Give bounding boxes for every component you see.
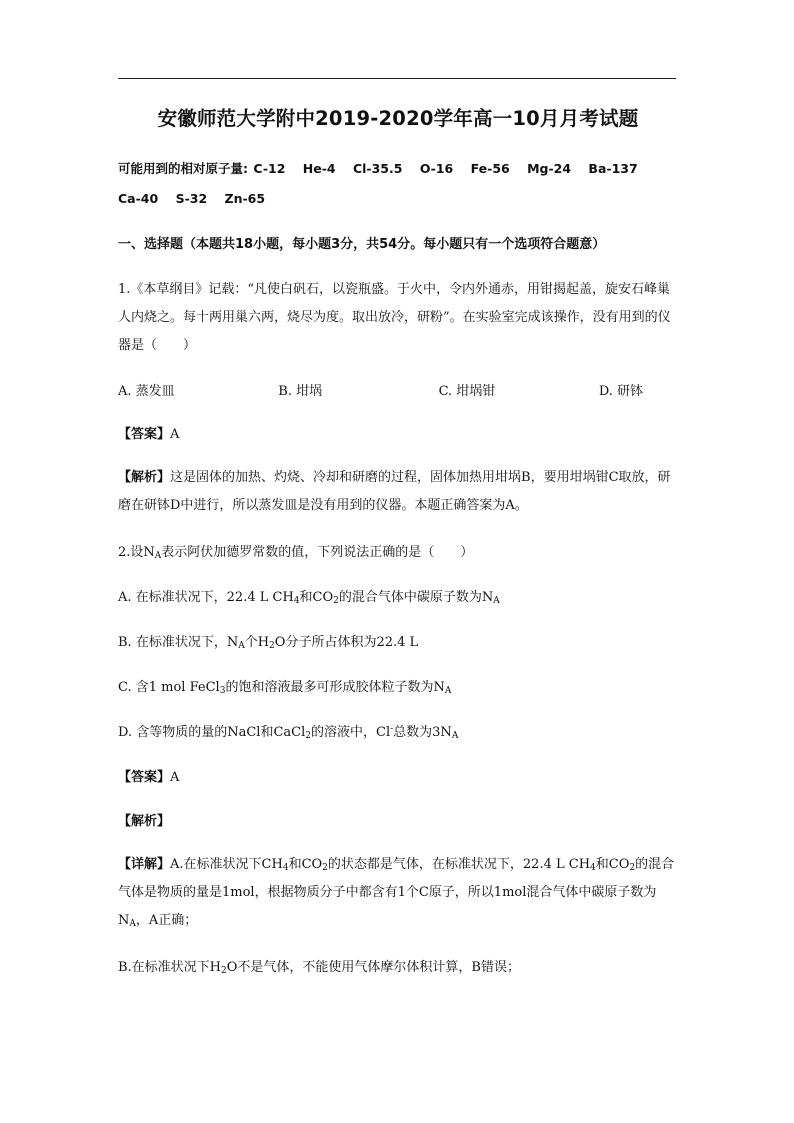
question-2-detail-a [118,851,678,935]
question-2-analysis-heading [118,811,678,833]
question-1-analysis [118,464,678,520]
question-2-option-c [118,676,678,700]
mass-item: S-32 [175,191,208,206]
subscript: 4 [293,596,300,606]
superscript: - [390,724,394,734]
atomic-masses [118,154,678,214]
detail-text: O不是气体，不能使用气体摩尔体积计算，B错误； [226,960,520,975]
detail-text: B.在标准状况下H [118,960,222,975]
subscript: 3 [219,686,226,696]
option-text: B. 在标准状况下，N [118,635,239,650]
page-title: 安徽师范大学附中2019-2020学年高一10月月考试题 [157,107,639,130]
subscript: 4 [590,863,596,873]
option-text: 的溶液中，Cl [311,725,391,740]
subscript: A [154,551,162,561]
stem-text: 表示阿伏加德罗常数的值，下列说法正确的是（ ） [161,545,474,560]
subscript: A [444,686,452,696]
mass-item: Mg-24 [527,161,572,176]
atomic-masses-label: 可能用到的相对原子量: [118,161,248,176]
option-a: A. 蒸发皿 [118,384,175,399]
option-text: 总数为3N [393,725,452,740]
answer-label: 【答案】 [118,427,171,442]
question-2-option-b [118,631,678,655]
option-text: C. 含1 mol FeCl [118,680,220,695]
option-text: A. 在标准状况下，22.4 L CH [118,590,294,605]
option-text: O分子所占体积为22.4 L [274,635,419,650]
mass-item: He-4 [302,161,336,176]
subscript: 2 [322,863,328,873]
detail-text: 和CO [288,857,323,872]
mass-item: O-16 [419,161,454,176]
mass-item: C-12 [253,161,286,176]
option-b: B. 坩埚 [278,384,323,399]
detail-label: 【详解】 [118,857,171,872]
option-text: 和CO [299,590,334,605]
question-2-detail-b [118,956,678,980]
question-2-stem [118,541,678,565]
answer-value: A [170,427,180,442]
option-c: C. 坩埚钳 [438,384,496,399]
detail-text: ，A正确； [135,913,198,928]
stem-text: 2.设N [118,545,155,560]
document-page [118,104,678,980]
detail-text: 的状态都是气体，在标准状况下，22.4 L CH [327,857,591,872]
subscript: 2 [333,596,339,606]
section-heading: 一、选择题（本题共18小题，每小题3分，共54分。每小题只有一个选项符合题意） [118,237,606,252]
mass-item: Zn-65 [224,191,266,206]
subscript: A [238,641,245,651]
question-1-text: 1.《本草纲目》记载：“凡使白矾石，以瓷瓶盛。于火中，令内外通赤，用钳揭起盖，旋安石峰巢人内烧之。每十两用巢六两，烧尽为度。取出放冷，研粉”。在实验室完成该操作，没有用到的仪器是（ ） [118,282,671,353]
option-text: 个H [244,635,270,650]
question-1-options [118,382,678,402]
question-1-answer [118,424,678,446]
option-text: D. 含等物质的量的NaCl和CaCl [118,725,306,740]
option-d: D. 研钵 [598,384,644,399]
subscript: A [493,596,500,606]
detail-text: 和CO [595,857,630,872]
mass-item: Ba-137 [588,161,638,176]
subscript: A [129,919,136,929]
answer-value: A [170,770,180,785]
question-2-option-a [118,586,678,610]
subscript: 2 [221,966,227,976]
option-text: 的饱和溶液最多可形成胶体粒子数为N [225,680,445,695]
subscript: 2 [305,731,311,741]
analysis-label: 【解析】 [118,814,171,829]
analysis-label: 【解析】 [118,470,171,485]
subscript: 2 [269,641,275,651]
question-2-option-d [118,721,678,745]
header-rule [118,78,676,79]
question-2-answer [118,767,678,789]
mass-item: Cl-35.5 [352,161,403,176]
mass-item: Fe-56 [470,161,510,176]
detail-text: 的混合气体是物质的量是1mol，根据物质分子中都含有1个C原子，所以1mol混合气体中碳原子数为N [118,857,675,928]
detail-text: A.在标准状况下CH [170,857,283,872]
subscript: A [451,731,459,741]
option-text: 的混合气体中碳原子数为N [338,590,494,605]
mass-item: Ca-40 [118,191,159,206]
subscript: 2 [629,863,636,873]
answer-label: 【答案】 [118,770,171,785]
analysis-text: 这是固体的加热、灼烧、冷却和研磨的过程，固体加热用坩埚B，要用坩埚钳C取放，研磨在研钵D中进行，所以蒸发皿是没有用到的仪器。本题正确答案为A。 [118,470,671,513]
subscript: 4 [282,863,289,873]
